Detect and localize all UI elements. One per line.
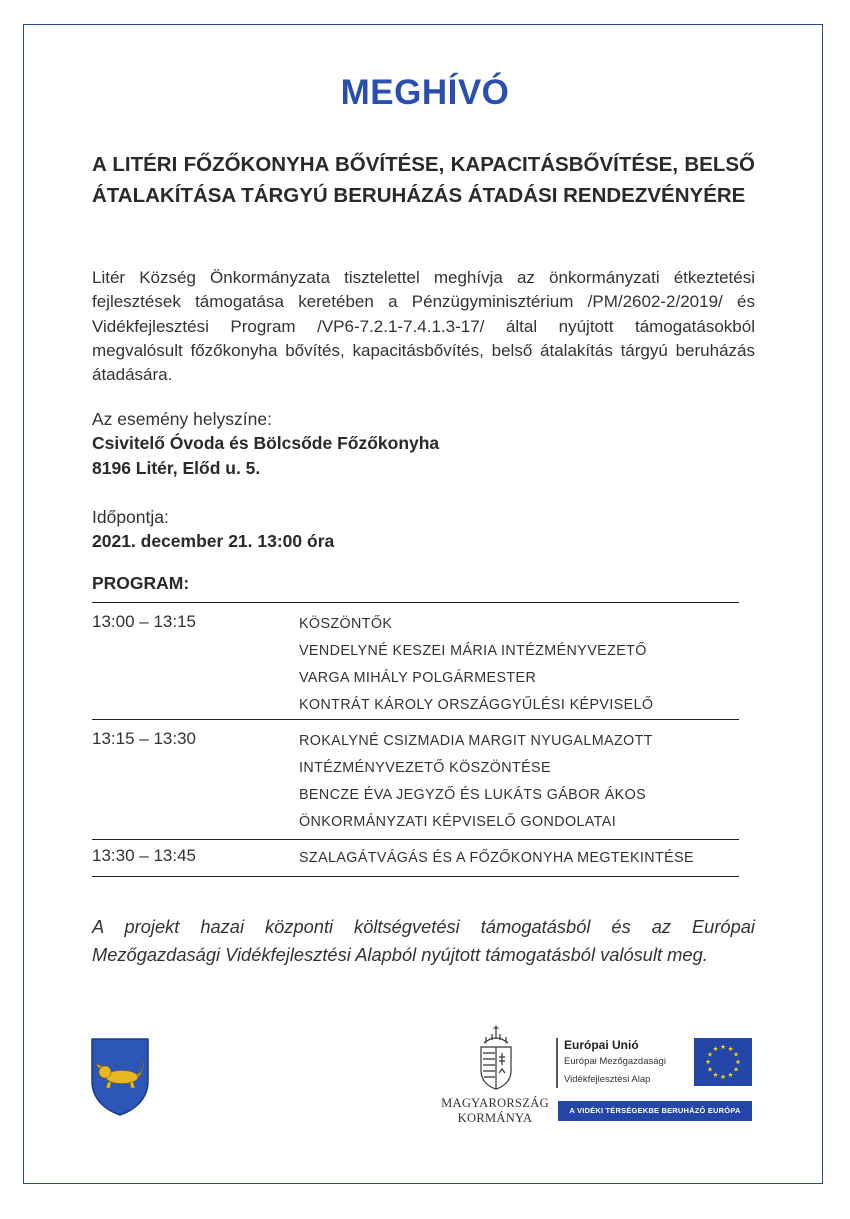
liter-coat-of-arms-icon [90, 1037, 150, 1117]
eu-star: ★ [733, 1066, 739, 1074]
eu-star: ★ [733, 1051, 739, 1059]
program-item: ÖNKORMÁNYZATI KÉPVISELŐ GONDOLATAI [299, 814, 617, 830]
location-name: Csivitelő Óvoda és Bölcsőde Főzőkonyha [92, 433, 440, 454]
eu-star: ★ [712, 1046, 719, 1054]
program-time: 13:30 – 13:45 [92, 846, 196, 865]
program-row [92, 720, 739, 840]
eu-flag-icon [694, 1038, 752, 1086]
program-row [92, 603, 739, 720]
program-time: 13:00 – 13:15 [92, 612, 196, 631]
eu-star: ★ [727, 1046, 734, 1054]
eu-star: ★ [707, 1051, 713, 1059]
program-title: PROGRAM: [92, 573, 190, 593]
eu-fund-line2: Vidékfejlesztési Alap [564, 1074, 651, 1085]
eu-banner: A VIDÉKI TÉRSÉGEKBE BERUHÁZÓ EURÓPA [558, 1101, 752, 1121]
funding-note: A projekt hazai központi költségvetési támogatásból és az Európai Mezőgazdasági Vidékfejlesztési Alapból nyújtott támogatásból valósult meg. [92, 916, 755, 965]
hungarian-government-logo [440, 1025, 550, 1135]
event-subtitle: A LITÉRI FŐZŐKONYHA BŐVÍTÉSE, KAPACITÁSBŐVÍTÉSE, BELSŐ ÁTALAKÍTÁSA TÁRGYÚ BERUHÁZÁS ÁTADÁSI RENDEZVÉNYÉRE [92, 153, 755, 207]
eu-star: ★ [720, 1074, 726, 1082]
eu-star: ★ [720, 1044, 726, 1052]
location-address: 8196 Litér, Előd u. 5. [92, 457, 261, 478]
program-item: BENCZE ÉVA JEGYZŐ ÉS LUKÁTS GÁBOR ÁKOS [299, 787, 647, 803]
eu-funding-logo [556, 1038, 756, 1128]
location-label: Az esemény helyszíne: [92, 409, 272, 429]
datetime-label: Időpontja: [92, 507, 169, 527]
program-item: KÖSZÖNTŐK [299, 616, 393, 632]
page-title: MEGHÍVÓ [340, 73, 510, 112]
program-item: VENDELYNÉ KESZEI MÁRIA INTÉZMÉNYVEZETŐ [299, 643, 647, 659]
invitation-text: Litér Község Önkormányzata tisztelettel meghívja az önkormányzati étkeztetési fejlesztések támogatása keretében a Pénzügyminisztérium /PM/2602-2/2019/ és Vidékfejlesztési Program /VP6-7.2.1-7.4.1.3-17/ által nyújtott támogatásokból megvalósult főzőkonyha bővítés, kapacitásbővítés, belső átalakítás tárgyú beruházás átadására. [92, 268, 755, 385]
program-table [92, 602, 739, 877]
eu-star: ★ [705, 1059, 711, 1067]
gov-line1: MAGYARORSZÁG [441, 1096, 549, 1110]
program-item: KONTRÁT KÁROLY ORSZÁGGYŰLÉSI KÉPVISELŐ [299, 697, 654, 713]
eu-divider [556, 1038, 558, 1088]
program-time: 13:15 – 13:30 [92, 729, 196, 748]
eu-fund-line1: Európai Mezőgazdasági [564, 1056, 666, 1067]
eu-title: Európai Unió [564, 1038, 639, 1052]
location-block [92, 407, 755, 480]
eu-star: ★ [727, 1072, 734, 1080]
datetime-block [92, 505, 755, 554]
program-row [92, 840, 739, 877]
program-item: VARGA MIHÁLY POLGÁRMESTER [299, 670, 537, 686]
program-item: INTÉZMÉNYVEZETŐ KÖSZÖNTÉSE [299, 760, 551, 776]
eu-star: ★ [712, 1072, 719, 1080]
eu-star: ★ [707, 1066, 713, 1074]
datetime-value: 2021. december 21. 13:00 óra [92, 531, 335, 552]
eu-star: ★ [735, 1059, 741, 1067]
hungarian-crest-icon [476, 1025, 516, 1091]
gov-line2: KORMÁNYA [457, 1111, 533, 1125]
program-item: ROKALYNÉ CSIZMADIA MARGIT NYUGALMAZOTT [299, 733, 653, 749]
program-item: SZALAGÁTVÁGÁS ÉS A FŐZŐKONYHA MEGTEKINTÉSE [299, 850, 694, 866]
